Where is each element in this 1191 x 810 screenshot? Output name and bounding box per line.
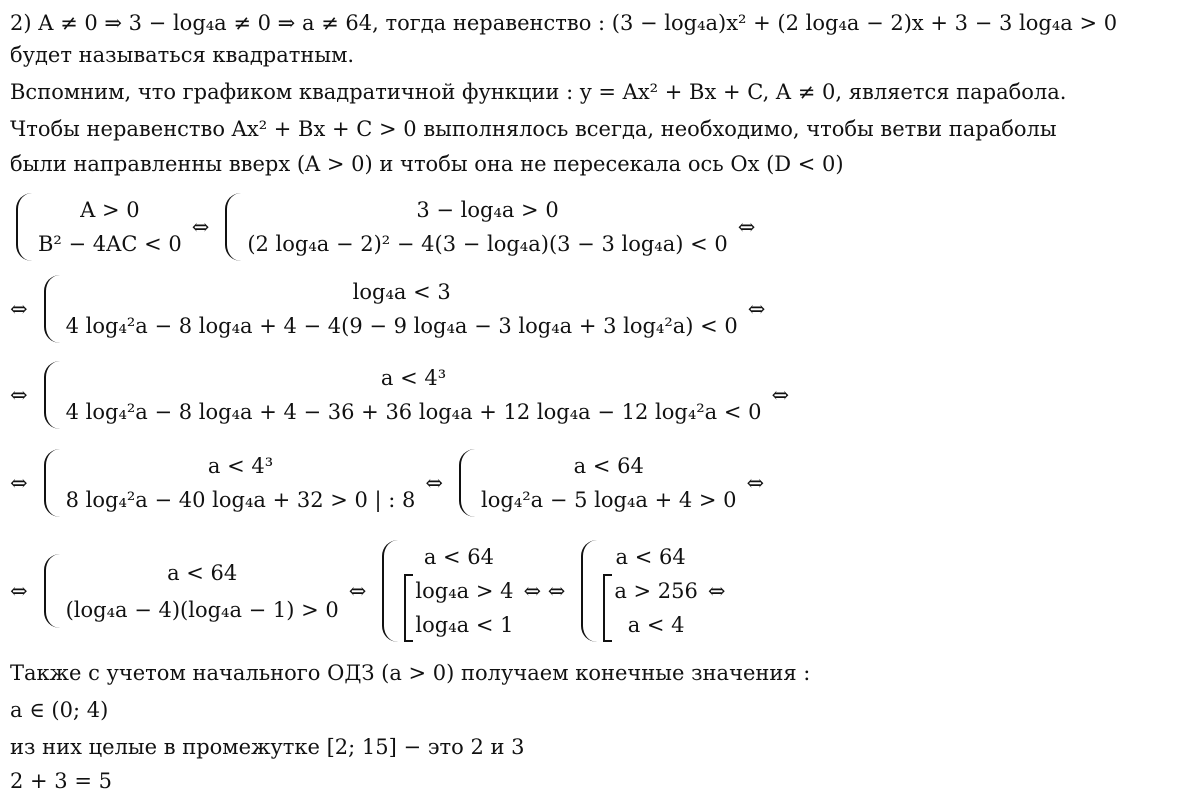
brace [44, 361, 62, 429]
union-row: a < 4 [627, 613, 685, 637]
equivalence-sign: ⇔ ⇔ [523, 579, 566, 603]
equivalence-sign: ⇔ [10, 383, 28, 407]
system-row: (2 log₄a − 2)² − 4(3 − log₄a)(3 − 3 log₄a) < 0 [247, 232, 728, 256]
system-b [453, 449, 737, 517]
system-row: a < 64 [423, 545, 495, 569]
system-b [219, 193, 727, 261]
equivalence-sign: ⇔ [737, 215, 756, 239]
system [38, 361, 762, 429]
system-row: log₄²a − 5 log₄a + 4 > 0 [481, 488, 737, 512]
step-3 [10, 358, 799, 432]
step-2 [10, 272, 775, 346]
system-row: a < 4³ [380, 366, 447, 390]
system-c [575, 540, 698, 642]
system-row: 8 log₄²a − 40 log₄a + 32 > 0 | : 8 [65, 488, 416, 512]
system-a [10, 193, 182, 261]
equivalence-sign: ⇔ [348, 579, 367, 603]
union-bracket [404, 574, 513, 642]
system-row: A > 0 [80, 198, 140, 222]
equivalence-sign: ⇔ [10, 579, 28, 603]
intro-line-4: Чтобы неравенство Ax² + Bx + C > 0 выполнялось всегда, необходимо, чтобы ветви параболы [10, 117, 1057, 141]
system-row: 4 log₄²a − 8 log₄a + 4 − 36 + 36 log₄a + 12 log₄a − 12 log₄²a < 0 [65, 400, 762, 424]
union-row: a > 256 [614, 579, 698, 603]
brace [44, 275, 62, 343]
step-4 [10, 446, 774, 520]
equivalence-sign: ⇔ [10, 297, 28, 321]
brace [382, 540, 400, 642]
brace [225, 193, 243, 261]
equivalence-sign: ⇔ [191, 215, 210, 239]
brace [44, 449, 62, 517]
system-row: (log₄a − 4)(log₄a − 1) > 0 [65, 597, 339, 622]
square-bracket [603, 574, 612, 642]
equivalence-sign: ⇔ [707, 579, 726, 603]
system-row: 3 − log₄a > 0 [416, 198, 559, 222]
system-row: a < 64 [573, 454, 644, 478]
step-5 [10, 532, 736, 650]
conclusion-line-4: 2 + 3 = 5 [10, 769, 112, 793]
conclusion-line-3: из них целые в промежутке [2; 15] − это 2 и 3 [10, 735, 525, 759]
intro-line-1: 2) A ≠ 0 ⇒ 3 − log₄a ≠ 0 ⇒ a ≠ 64, тогда неравенство : (3 − log₄a)x² + (2 log₄a − 2)x + 3 − 3 log₄a > 0 [10, 11, 1118, 35]
system-a [38, 449, 416, 517]
brace [44, 554, 62, 628]
intro-line-3: Вспомним, что графиком квадратичной функции : y = Ax² + Bx + C, A ≠ 0, является парабола. [10, 80, 1067, 104]
equivalence-sign: ⇔ [425, 471, 444, 495]
union-row: log₄a < 1 [415, 613, 514, 637]
conclusion-line-1: Также с учетом начального ОДЗ (a > 0) получаем конечные значения : [10, 661, 811, 685]
union-row: log₄a > 4 [415, 579, 514, 603]
system-row: log₄a < 3 [352, 280, 451, 304]
equivalence-sign: ⇔ [747, 297, 766, 321]
conclusion-line-2: a ∈ (0; 4) [10, 698, 109, 722]
system-b [376, 540, 513, 642]
system-row: a < 4³ [207, 454, 274, 478]
system-a [38, 554, 339, 628]
brace [16, 193, 34, 261]
equivalence-sign: ⇔ [10, 471, 28, 495]
system-row: B² − 4AC < 0 [38, 232, 182, 256]
square-bracket [404, 574, 413, 642]
intro-line-5: были направленны вверх (A > 0) и чтобы она не пересекала ось Ox (D < 0) [10, 152, 844, 176]
system-row: a < 64 [167, 560, 238, 585]
system-row: 4 log₄²a − 8 log₄a + 4 − 4(9 − 9 log₄a − 3 log₄a + 3 log₄²a) < 0 [65, 314, 738, 338]
brace [459, 449, 477, 517]
system-row: a < 64 [615, 545, 686, 569]
intro-line-2: будет называться квадратным. [10, 43, 355, 67]
brace [581, 540, 599, 642]
equivalence-sign: ⇔ [771, 383, 790, 407]
equivalence-sign: ⇔ [746, 471, 765, 495]
system [38, 275, 738, 343]
step-1 [10, 190, 765, 264]
union-bracket [603, 574, 698, 642]
